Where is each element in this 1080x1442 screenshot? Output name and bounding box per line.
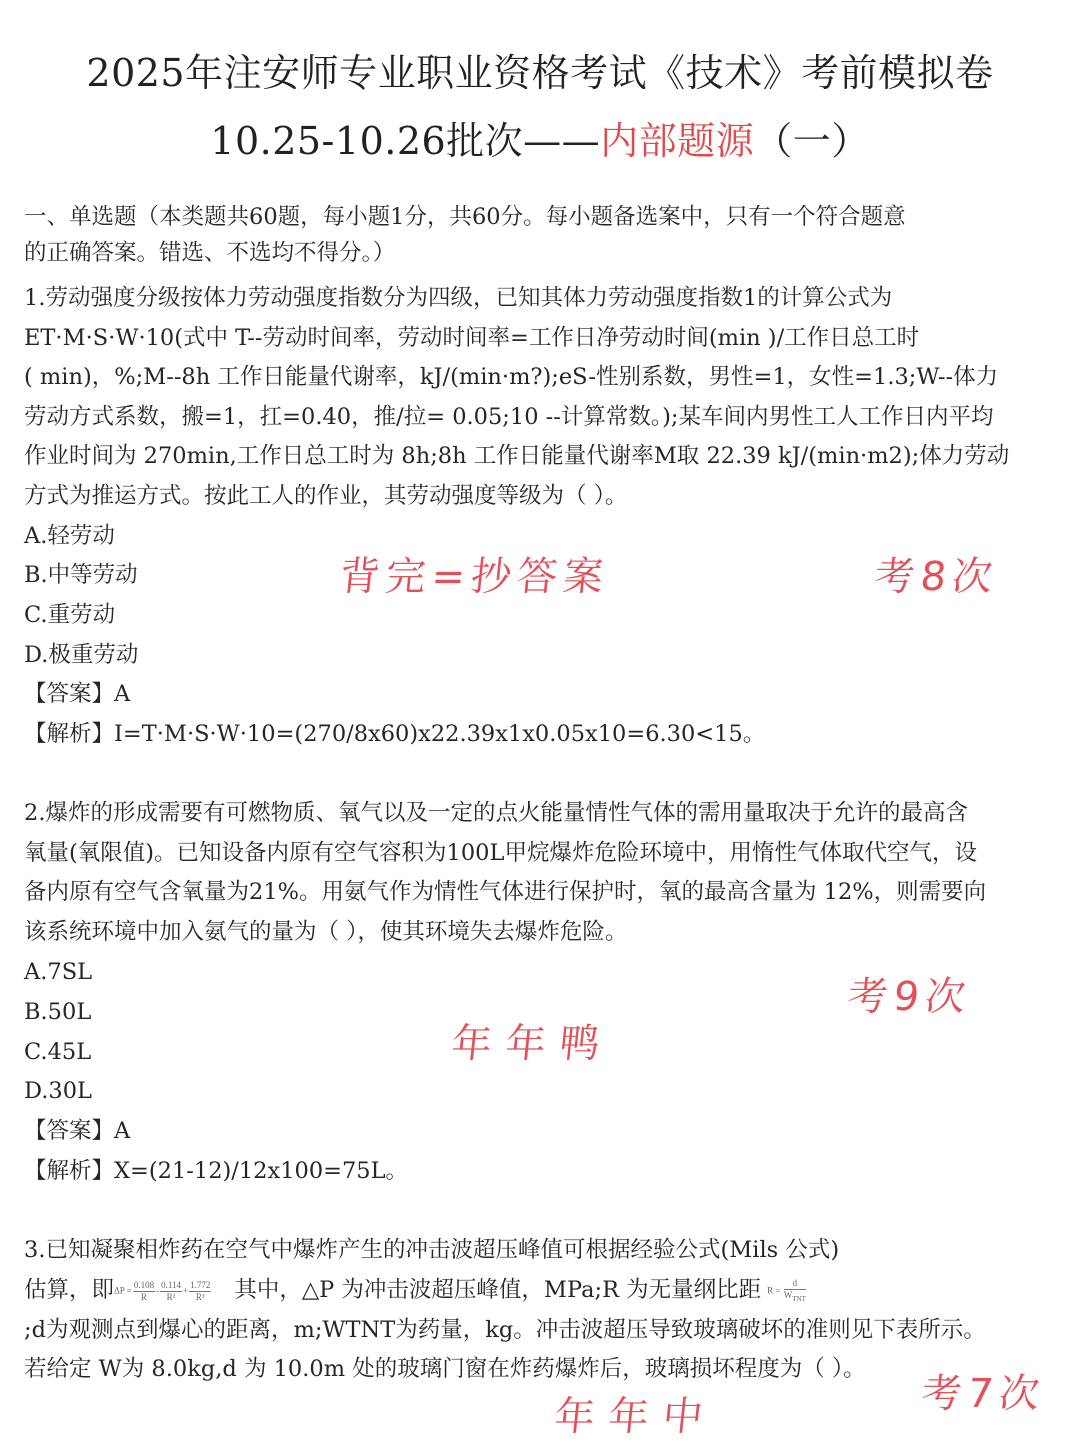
handwritten-note-q2: 年年鸭: [449, 1021, 617, 1067]
q1-answer: 【答案】A: [24, 681, 131, 707]
q3-stem-formula-line: [24, 1271, 1060, 1311]
formula-denominator: R³: [195, 1291, 205, 1302]
q2-option-c: C.45L: [24, 1039, 92, 1065]
q3-text-definition: 其中，△P 为冲击波超压峰值，MPa;R 为无量纲比距: [234, 1277, 762, 1303]
ratio-denominator: [784, 1290, 806, 1305]
q3-text-estimate: 估算，即: [24, 1277, 115, 1303]
q1-stem-line: 方式为推运方式。按此工人的作业，其劳动强度等级为（ ）。: [24, 483, 628, 509]
subtitle-number: （一）: [754, 119, 870, 163]
subtitle-source: 内部题源: [600, 119, 755, 163]
q1-option-d: D.极重劳动: [24, 642, 139, 668]
handwritten-count-q3: 考7次: [919, 1371, 1048, 1417]
q1-option-a: A.轻劳动: [24, 523, 115, 549]
q1-option-b: B.中等劳动: [24, 562, 138, 588]
ratio-numerator: d: [784, 1278, 806, 1290]
page-title: 2025年注安师专业职业资格考试《技术》考前模拟卷: [86, 51, 994, 95]
formula-denominator: R²: [166, 1291, 176, 1302]
ratio-w: W: [783, 1289, 793, 1300]
q2-stem-line: 2.爆炸的形成需要有可燃物质、氧气以及一定的点火能量情性气体的需用量取决于允许的最高含: [24, 800, 968, 826]
formula-numerator: 0.108: [133, 1279, 155, 1290]
q1-option-c: C.重劳动: [24, 602, 116, 628]
q2-stem-line: 该系统环境中加入氨气的量为（ ），使其环境失去爆炸危险。: [24, 919, 628, 945]
formula-lhs: ΔP =: [114, 1285, 132, 1296]
section-heading-cont: 的正确答案。错选、不选均不得分。）: [24, 240, 396, 266]
q1-analysis: 【解析】I=T·M·S·W·10=(270/8x60)x22.39x1x0.05x10=6.30<15。: [24, 721, 766, 747]
q1-stem-line: 作业时间为 270min,工作日总工时为 8h;8h 工作日能量代谢率M取 22.39 kJ/(min·m2);体力劳动: [24, 443, 1010, 469]
section-heading: 一、单选题（本类题共60题，每小题1分，共60分。每小题备选案中，只有一个符合题意: [24, 204, 906, 230]
ratio-subscript: TNT: [792, 1294, 806, 1303]
handwritten-note-q1: 背完=抄答案: [337, 554, 612, 600]
q2-stem-line: 氧量(氧限值)。已知设备内原有空气容积为100L甲烷爆炸危险环境中，用惰性气体取代空气，设: [24, 840, 977, 866]
q1-stem-line: 1.劳动强度分级按体力劳动强度指数分为四级，已知其体力劳动强度指数1的计算公式为: [24, 285, 893, 311]
q1-stem-line: ET·M·S·W·10(式中 T--劳动时间率，劳动时间率=工作日净劳动时间(min )/工作日总工时: [24, 325, 920, 351]
ratio-term: [784, 1278, 806, 1305]
mils-formula: ΔP = $\frac{0.108}{R}$ - $\frac{0.114}{\text{R²}}$ + $\frac{1.772}{\text{R³}}$: [114, 1279, 211, 1302]
formula-term: [133, 1280, 155, 1303]
formula-term: [189, 1280, 211, 1303]
ratio-formula: [767, 1278, 807, 1305]
formula-numerator: 0.114: [161, 1279, 181, 1290]
ratio-lhs: R =: [767, 1285, 781, 1296]
formula-term: [160, 1280, 182, 1303]
q1-stem-line: ( min)，%;M--8h 工作日能量代谢率，kJ/(min·m?);eS-性别系数，男性=1，女性=1.3;W--体力: [24, 364, 999, 390]
q2-stem-line: 备内原有空气含氧量为21%。用氨气作为情性气体进行保护时，氧的最高含量为 12%，则需要向: [24, 879, 987, 905]
handwritten-note-q3: 年年中: [552, 1394, 720, 1440]
handwritten-count-q2: 考9次: [845, 974, 974, 1020]
q3-stem-line: 3.已知凝聚相炸药在空气中爆炸产生的冲击波超压峰值可根据经验公式(Mils 公式): [24, 1237, 840, 1263]
formula-numerator: 1.772: [190, 1279, 211, 1290]
q2-option-a: A.7SL: [24, 959, 93, 985]
handwritten-count-q1: 考8次: [872, 554, 1001, 600]
q3-stem-line: ;d为观测点到爆心的距离，m;WTNT为药量，kg。冲击波超压导致玻璃破坏的准则见下表所示。: [24, 1317, 986, 1343]
q2-option-b: B.50L: [24, 999, 92, 1025]
subtitle-batch: 10.25-10.26批次——: [210, 119, 601, 163]
page-subtitle: [0, 110, 1080, 165]
formula-denominator: R: [140, 1291, 147, 1302]
q1-stem-line: 劳动方式系数，搬=1，扛=0.40，推/拉= 0.05;10 --计算常数。);某车间内男性工人工作日内平均: [24, 404, 994, 430]
q2-option-d: D.30L: [24, 1078, 92, 1104]
q3-stem-line: 若给定 W为 8.0kg,d 为 10.0m 处的玻璃门窗在炸药爆炸后，玻璃损坏程度为（ ）。: [24, 1356, 866, 1382]
q2-answer: 【答案】A: [24, 1118, 131, 1144]
q2-analysis: 【解析】X=(21-12)/12x100=75L。: [24, 1158, 409, 1184]
